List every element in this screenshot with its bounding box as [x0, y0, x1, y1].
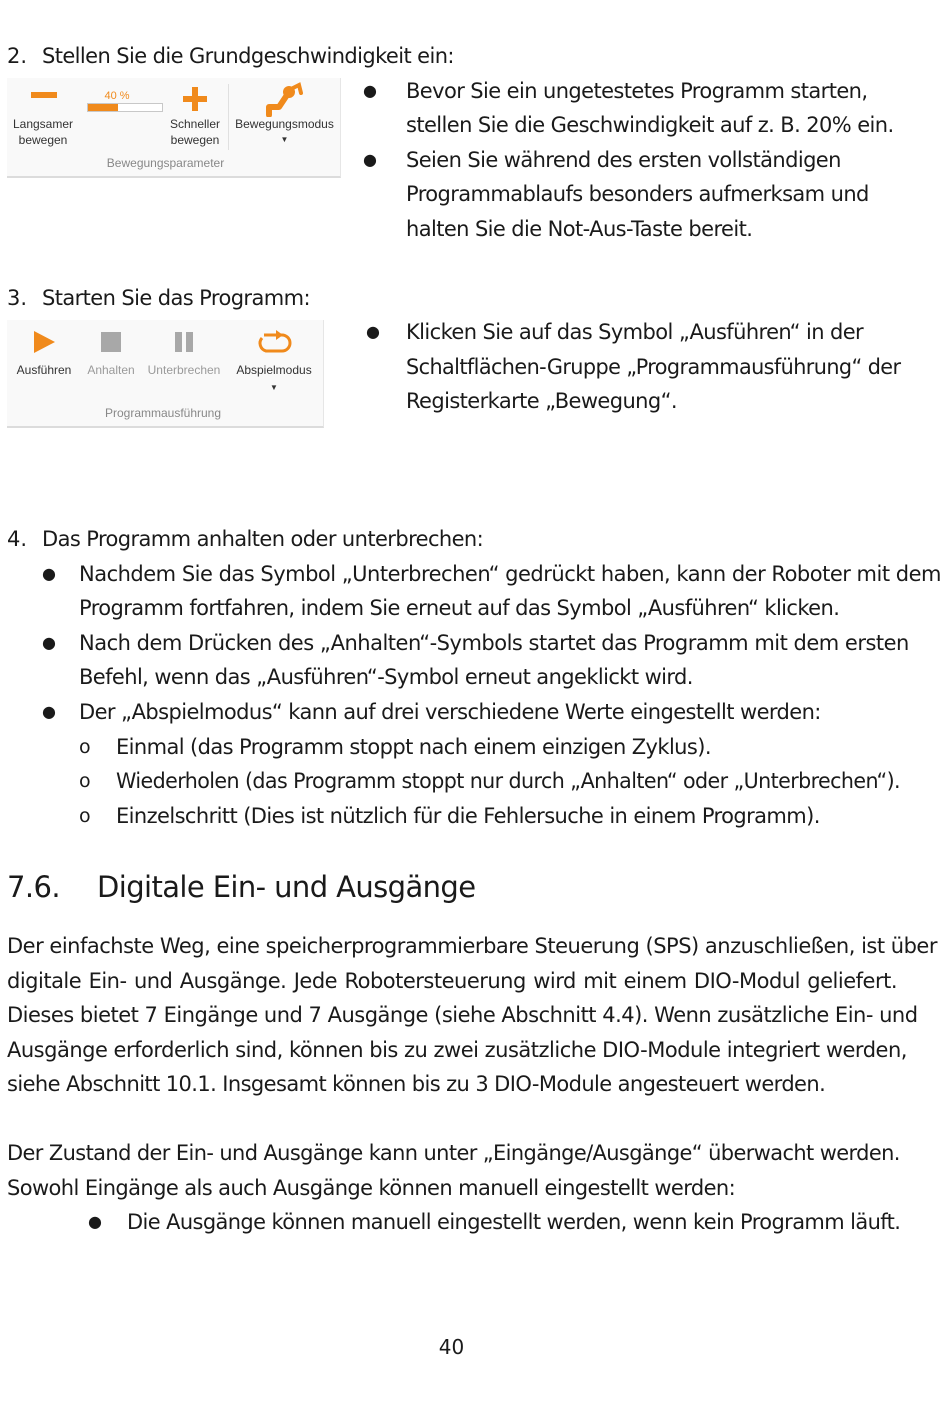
bullet-icon: ●: [363, 81, 377, 100]
step-2-title: Stellen Sie die Grundgeschwindigkeit ein:: [42, 44, 454, 68]
stop-button[interactable]: [81, 320, 141, 398]
run-button-label: Ausführen: [16, 363, 72, 377]
stop-icon: [99, 330, 123, 354]
step-4-bullet-2-line-1: Nach dem Drücken des „Anhalten“-Symbols startet das Programm mit dem ersten: [79, 631, 909, 655]
paragraph-1-line-1: Der einfachste Weg, eine speicherprogrammierbare Steuerung (SPS) anzuschließen, ist über: [7, 934, 937, 958]
step-3-bullet-line-1: Klicken Sie auf das Symbol „Ausführen“ in der: [406, 320, 864, 344]
faster-button-label-1: Schneller: [169, 117, 221, 131]
section-number: 7.6.: [7, 870, 60, 904]
step-2-bullet-2-line-2: Programmablaufs besonders aufmerksam und: [406, 182, 869, 206]
chevron-down-icon: ▼: [280, 135, 289, 144]
step-3-bullet-line-3: Registerkarte „Bewegung“.: [406, 389, 677, 413]
section-title: Digitale Ein- und Ausgänge: [97, 870, 476, 904]
step-2-bullet-1-line-1: Bevor Sie ein ungetestetes Programm starten,: [406, 79, 868, 103]
step-4-bullet-3-line-1: Der „Abspielmodus“ kann auf drei verschiedene Werte eingestellt werden:: [79, 700, 821, 724]
step-3-number: 3.: [7, 286, 28, 310]
paragraph-1-line-5: siehe Abschnitt 10.1. Insgesamt können bis zu 3 DIO-Module angesteuert werden.: [7, 1072, 826, 1096]
movement-parameters-ribbon: [7, 78, 341, 178]
speed-progress-bar[interactable]: [87, 103, 163, 112]
faster-button-label-2: bewegen: [170, 133, 220, 147]
run-button[interactable]: [7, 320, 81, 398]
pause-button[interactable]: [141, 320, 227, 398]
bullet-icon: ●: [42, 564, 56, 583]
page-number: 40: [438, 1335, 465, 1359]
bullet-icon: ●: [363, 150, 377, 169]
paragraph-1-line-2: digitale Ein- und Ausgänge. Jede Robotersteuerung wird mit einem DIO-Modul geliefert.: [7, 969, 897, 993]
bullet-icon: ●: [366, 322, 380, 341]
step-3-bullet-line-2: Schaltflächen-Gruppe „Programmausführung“ der: [406, 355, 901, 379]
play-mode-button[interactable]: [227, 320, 321, 398]
slower-button-label-2: bewegen: [18, 133, 68, 147]
slower-button-label-1: Langsamer: [12, 117, 74, 131]
circle-bullet-icon: o: [79, 805, 91, 827]
step-4-number: 4.: [7, 527, 28, 551]
speed-progress-fill: [88, 104, 118, 111]
ribbon-group-label: Bewegungsparameter: [106, 156, 225, 170]
bullet-icon: ●: [42, 633, 56, 652]
paragraph-1-line-3: Dieses bietet 7 Eingänge und 7 Ausgänge (siehe Abschnitt 4.4). Wenn zusätzliche Ein- und: [7, 1003, 918, 1027]
plus-icon: [181, 85, 209, 113]
movement-mode-button[interactable]: [229, 78, 340, 153]
step-4-bullet-2-line-2: Befehl, wenn das „Ausführen“-Symbol erneut angeklickt wird.: [79, 665, 693, 689]
slower-button[interactable]: [7, 78, 79, 153]
bullet-icon: ●: [88, 1212, 102, 1231]
speed-value: 40 %: [104, 90, 130, 102]
step-4-sub-bullet-1: Einmal (das Programm stoppt nach einem einzigen Zyklus).: [116, 735, 711, 759]
step-2-bullet-1-line-2: stellen Sie die Geschwindigkeit auf z. B. 20% ein.: [406, 113, 894, 137]
step-4-bullet-1-line-1: Nachdem Sie das Symbol „Unterbrechen“ gedrückt haben, kann der Roboter mit dem: [79, 562, 941, 586]
step-2-number: 2.: [7, 44, 28, 68]
play-icon: [31, 329, 57, 355]
step-3-title: Starten Sie das Programm:: [42, 286, 310, 310]
robot-arm-icon: [265, 81, 305, 117]
stop-button-label: Anhalten: [87, 363, 135, 377]
minus-icon: [29, 88, 59, 102]
step-4-sub-bullet-3: Einzelschritt (Dies ist nützlich für die Fehlersuche in einem Programm).: [116, 804, 820, 828]
step-2-bullet-2-line-1: Seien Sie während des ersten vollständigen: [406, 148, 841, 172]
faster-button[interactable]: [161, 78, 229, 153]
paragraph-2-bullet: Die Ausgänge können manuell eingestellt werden, wenn kein Programm läuft.: [127, 1210, 901, 1234]
chevron-down-icon: ▼: [270, 383, 278, 392]
paragraph-1-line-4: Ausgänge erforderlich sind, können bis zu zwei zusätzliche DIO-Module integriert werden,: [7, 1038, 907, 1062]
step-4-bullet-1-line-2: Programm fortfahren, indem Sie erneut auf das Symbol „Ausführen“ klicken.: [79, 596, 840, 620]
pause-button-label: Unterbrechen: [147, 363, 221, 377]
pause-icon: [172, 330, 196, 354]
step-4-sub-bullet-2: Wiederholen (das Programm stoppt nur durch „Anhalten“ oder „Unterbrechen“).: [116, 769, 901, 793]
bullet-icon: ●: [42, 702, 56, 721]
play-mode-label: Abspielmodus: [236, 363, 312, 377]
ribbon-group-label: Programmausführung: [104, 406, 222, 420]
step-4-title: Das Programm anhalten oder unterbrechen:: [42, 527, 484, 551]
program-execution-ribbon: [7, 320, 324, 428]
step-2-bullet-2-line-3: halten Sie die Not-Aus-Taste bereit.: [406, 217, 753, 241]
circle-bullet-icon: o: [79, 770, 91, 792]
circle-bullet-icon: o: [79, 736, 91, 758]
repeat-icon: [256, 329, 292, 355]
paragraph-2-line-2: Sowohl Eingänge als auch Ausgänge können manuell eingestellt werden:: [7, 1176, 736, 1200]
paragraph-2-line-1: Der Zustand der Ein- und Ausgänge kann unter „Eingänge/Ausgänge“ überwacht werden.: [7, 1141, 900, 1165]
movement-mode-label: Bewegungsmodus: [235, 117, 334, 131]
